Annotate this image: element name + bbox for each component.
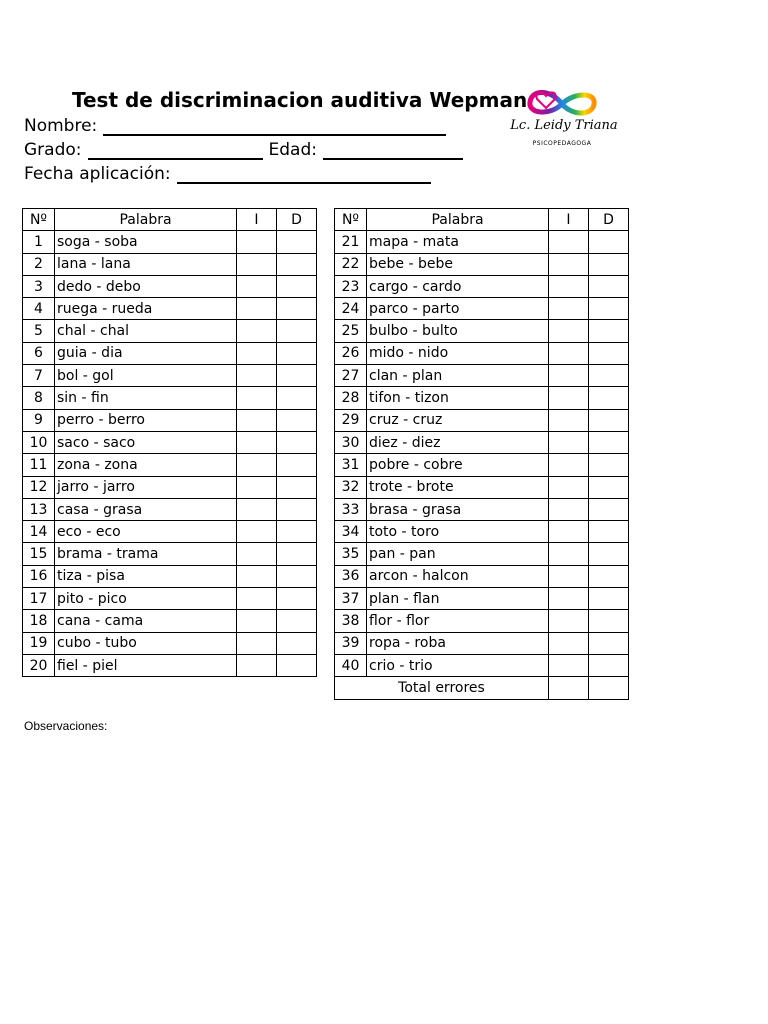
row-word-pair: bol - gol <box>55 365 237 387</box>
table-row <box>335 454 629 476</box>
row-i-cell[interactable] <box>549 342 589 364</box>
row-d-cell[interactable] <box>277 342 317 364</box>
words-table-right <box>334 208 629 700</box>
row-word-pair: flor - flor <box>367 610 549 632</box>
row-i-cell[interactable] <box>549 632 589 654</box>
nombre-label: Nombre: <box>24 116 98 136</box>
table-row <box>335 588 629 610</box>
row-number: 33 <box>335 498 367 520</box>
header-d: D <box>277 209 317 231</box>
row-number: 16 <box>23 565 55 587</box>
row-d-cell[interactable] <box>277 275 317 297</box>
row-i-cell[interactable] <box>549 387 589 409</box>
row-i-cell[interactable] <box>237 431 277 453</box>
header-i: I <box>549 209 589 231</box>
table-row <box>335 231 629 253</box>
row-number: 7 <box>23 365 55 387</box>
row-word-pair: cana - cama <box>55 610 237 632</box>
row-word-pair: plan - flan <box>367 588 549 610</box>
fecha-field[interactable] <box>177 165 431 184</box>
row-d-cell[interactable] <box>277 654 317 676</box>
table-row <box>23 610 317 632</box>
table-row <box>335 431 629 453</box>
row-number: 34 <box>335 521 367 543</box>
observaciones-label: Observaciones: <box>24 719 108 733</box>
row-number: 37 <box>335 588 367 610</box>
row-i-cell[interactable] <box>237 610 277 632</box>
logo-subtitle: PSICOPEDAGOGA <box>532 140 592 147</box>
row-d-cell[interactable] <box>277 231 317 253</box>
row-word-pair: diez - diez <box>367 431 549 453</box>
row-i-cell[interactable] <box>549 365 589 387</box>
total-i-cell[interactable] <box>549 677 589 699</box>
table-row <box>335 409 629 431</box>
row-d-cell[interactable] <box>277 543 317 565</box>
nombre-row <box>24 116 446 136</box>
table-row <box>23 454 317 476</box>
row-word-pair: brama - trama <box>55 543 237 565</box>
row-word-pair: mido - nido <box>367 342 549 364</box>
row-i-cell[interactable] <box>549 431 589 453</box>
row-number: 6 <box>23 342 55 364</box>
row-i-cell[interactable] <box>549 231 589 253</box>
row-word-pair: ropa - roba <box>367 632 549 654</box>
row-word-pair: lana - lana <box>55 253 237 275</box>
row-d-cell[interactable] <box>277 431 317 453</box>
row-d-cell[interactable] <box>589 365 629 387</box>
row-i-cell[interactable] <box>237 632 277 654</box>
row-number: 17 <box>23 588 55 610</box>
table-row <box>335 387 629 409</box>
table-row <box>23 253 317 275</box>
row-i-cell[interactable] <box>549 298 589 320</box>
row-word-pair: mapa - mata <box>367 231 549 253</box>
row-number: 29 <box>335 409 367 431</box>
row-d-cell[interactable] <box>277 298 317 320</box>
row-word-pair: cargo - cardo <box>367 275 549 297</box>
row-i-cell[interactable] <box>237 476 277 498</box>
row-d-cell[interactable] <box>589 387 629 409</box>
row-number: 2 <box>23 253 55 275</box>
row-word-pair: parco - parto <box>367 298 549 320</box>
row-word-pair: ruega - rueda <box>55 298 237 320</box>
row-d-cell[interactable] <box>589 632 629 654</box>
row-i-cell[interactable] <box>237 565 277 587</box>
row-d-cell[interactable] <box>589 409 629 431</box>
row-word-pair: perro - berro <box>55 409 237 431</box>
row-number: 12 <box>23 476 55 498</box>
row-i-cell[interactable] <box>549 409 589 431</box>
row-word-pair: tifon - tizon <box>367 387 549 409</box>
logo <box>506 84 618 150</box>
words-table-left <box>22 208 317 677</box>
table-row <box>23 565 317 587</box>
row-number: 21 <box>335 231 367 253</box>
table-row <box>23 342 317 364</box>
row-number: 18 <box>23 610 55 632</box>
row-i-cell[interactable] <box>549 654 589 676</box>
row-number: 11 <box>23 454 55 476</box>
table-row <box>335 275 629 297</box>
table-row <box>335 342 629 364</box>
row-d-cell[interactable] <box>589 610 629 632</box>
total-d-cell[interactable] <box>589 677 629 699</box>
row-number: 4 <box>23 298 55 320</box>
row-number: 28 <box>335 387 367 409</box>
table-row <box>23 588 317 610</box>
total-row <box>335 677 629 699</box>
row-i-cell[interactable] <box>549 275 589 297</box>
row-word-pair: pan - pan <box>367 543 549 565</box>
table-row <box>335 298 629 320</box>
row-number: 3 <box>23 275 55 297</box>
row-word-pair: bebe - bebe <box>367 253 549 275</box>
row-word-pair: eco - eco <box>55 521 237 543</box>
row-d-cell[interactable] <box>277 365 317 387</box>
row-word-pair: chal - chal <box>55 320 237 342</box>
table-row <box>23 275 317 297</box>
row-d-cell[interactable] <box>589 342 629 364</box>
row-d-cell[interactable] <box>277 498 317 520</box>
row-d-cell[interactable] <box>277 565 317 587</box>
table-row <box>23 298 317 320</box>
edad-label: Edad: <box>268 140 317 160</box>
row-i-cell[interactable] <box>549 253 589 275</box>
row-word-pair: brasa - grasa <box>367 498 549 520</box>
row-i-cell[interactable] <box>549 476 589 498</box>
row-d-cell[interactable] <box>589 543 629 565</box>
row-i-cell[interactable] <box>549 588 589 610</box>
row-word-pair: fiel - piel <box>55 654 237 676</box>
header-num: Nº <box>335 209 367 231</box>
row-i-cell[interactable] <box>237 498 277 520</box>
header-d: D <box>589 209 629 231</box>
row-word-pair: crio - trio <box>367 654 549 676</box>
grado-label: Grado: <box>24 140 82 160</box>
row-i-cell[interactable] <box>237 454 277 476</box>
row-word-pair: clan - plan <box>367 365 549 387</box>
row-word-pair: tiza - pisa <box>55 565 237 587</box>
row-i-cell[interactable] <box>237 387 277 409</box>
table-row <box>335 610 629 632</box>
row-number: 36 <box>335 565 367 587</box>
row-i-cell[interactable] <box>237 298 277 320</box>
total-errores-label: Total errores <box>335 677 549 699</box>
table-row <box>335 320 629 342</box>
row-number: 1 <box>23 231 55 253</box>
row-number: 25 <box>335 320 367 342</box>
table-row <box>335 476 629 498</box>
fecha-row <box>24 164 431 184</box>
table-row <box>335 654 629 676</box>
row-i-cell[interactable] <box>549 521 589 543</box>
table-row <box>23 498 317 520</box>
row-word-pair: sin - fin <box>55 387 237 409</box>
row-number: 38 <box>335 610 367 632</box>
table-row <box>335 565 629 587</box>
row-d-cell[interactable] <box>277 476 317 498</box>
row-word-pair: arcon - halcon <box>367 565 549 587</box>
row-word-pair: cruz - cruz <box>367 409 549 431</box>
row-word-pair: casa - grasa <box>55 498 237 520</box>
row-d-cell[interactable] <box>277 521 317 543</box>
row-word-pair: saco - saco <box>55 431 237 453</box>
row-i-cell[interactable] <box>237 588 277 610</box>
nombre-field[interactable] <box>103 117 446 136</box>
row-d-cell[interactable] <box>589 521 629 543</box>
row-i-cell[interactable] <box>237 409 277 431</box>
table-row <box>23 632 317 654</box>
row-word-pair: pobre - cobre <box>367 454 549 476</box>
row-d-cell[interactable] <box>589 320 629 342</box>
row-d-cell[interactable] <box>277 588 317 610</box>
row-number: 9 <box>23 409 55 431</box>
row-d-cell[interactable] <box>589 253 629 275</box>
logo-signature: Lc. Leidy Triana <box>510 118 618 133</box>
table-row <box>335 365 629 387</box>
row-d-cell[interactable] <box>589 588 629 610</box>
row-word-pair: guia - dia <box>55 342 237 364</box>
table-row <box>23 431 317 453</box>
row-d-cell[interactable] <box>277 610 317 632</box>
row-number: 5 <box>23 320 55 342</box>
edad-field[interactable] <box>323 141 463 160</box>
row-i-cell[interactable] <box>237 365 277 387</box>
row-i-cell[interactable] <box>549 610 589 632</box>
table-row <box>23 476 317 498</box>
row-word-pair: toto - toro <box>367 521 549 543</box>
table-header-row <box>335 209 629 231</box>
row-i-cell[interactable] <box>237 521 277 543</box>
row-i-cell[interactable] <box>237 275 277 297</box>
header-word: Palabra <box>55 209 237 231</box>
row-number: 35 <box>335 543 367 565</box>
row-number: 32 <box>335 476 367 498</box>
row-number: 24 <box>335 298 367 320</box>
row-number: 22 <box>335 253 367 275</box>
row-i-cell[interactable] <box>549 498 589 520</box>
row-i-cell[interactable] <box>237 253 277 275</box>
row-number: 30 <box>335 431 367 453</box>
row-d-cell[interactable] <box>277 454 317 476</box>
row-d-cell[interactable] <box>589 565 629 587</box>
row-i-cell[interactable] <box>237 342 277 364</box>
row-d-cell[interactable] <box>277 320 317 342</box>
row-word-pair: cubo - tubo <box>55 632 237 654</box>
grado-field[interactable] <box>88 141 263 160</box>
table-row <box>335 632 629 654</box>
row-number: 27 <box>335 365 367 387</box>
row-number: 13 <box>23 498 55 520</box>
row-d-cell[interactable] <box>589 275 629 297</box>
row-number: 23 <box>335 275 367 297</box>
table-row <box>335 498 629 520</box>
row-d-cell[interactable] <box>277 387 317 409</box>
row-i-cell[interactable] <box>549 543 589 565</box>
row-number: 31 <box>335 454 367 476</box>
grado-edad-row <box>24 140 463 160</box>
row-d-cell[interactable] <box>589 476 629 498</box>
row-i-cell[interactable] <box>549 320 589 342</box>
row-word-pair: zona - zona <box>55 454 237 476</box>
row-d-cell[interactable] <box>277 632 317 654</box>
fecha-label: Fecha aplicación: <box>24 164 171 184</box>
row-number: 40 <box>335 654 367 676</box>
row-i-cell[interactable] <box>237 654 277 676</box>
header-word: Palabra <box>367 209 549 231</box>
table-header-row <box>23 209 317 231</box>
table-row <box>23 320 317 342</box>
row-d-cell[interactable] <box>277 253 317 275</box>
row-i-cell[interactable] <box>237 543 277 565</box>
row-number: 8 <box>23 387 55 409</box>
row-number: 26 <box>335 342 367 364</box>
row-word-pair: jarro - jarro <box>55 476 237 498</box>
row-number: 39 <box>335 632 367 654</box>
row-d-cell[interactable] <box>589 654 629 676</box>
table-row <box>23 409 317 431</box>
table-row <box>335 521 629 543</box>
row-word-pair: soga - soba <box>55 231 237 253</box>
row-i-cell[interactable] <box>549 565 589 587</box>
table-row <box>23 543 317 565</box>
header-i: I <box>237 209 277 231</box>
table-row <box>23 387 317 409</box>
row-word-pair: pito - pico <box>55 588 237 610</box>
row-d-cell[interactable] <box>589 231 629 253</box>
row-d-cell[interactable] <box>589 298 629 320</box>
table-row <box>23 521 317 543</box>
header-num: Nº <box>23 209 55 231</box>
row-i-cell[interactable] <box>237 231 277 253</box>
page-title: Test de discriminacion auditiva Wepman <box>72 88 528 112</box>
row-number: 19 <box>23 632 55 654</box>
table-row <box>23 231 317 253</box>
row-word-pair: trote - brote <box>367 476 549 498</box>
row-i-cell[interactable] <box>237 320 277 342</box>
row-word-pair: dedo - debo <box>55 275 237 297</box>
row-i-cell[interactable] <box>549 454 589 476</box>
table-row <box>23 365 317 387</box>
row-d-cell[interactable] <box>589 498 629 520</box>
table-row <box>23 654 317 676</box>
row-number: 15 <box>23 543 55 565</box>
row-d-cell[interactable] <box>589 431 629 453</box>
table-row <box>335 543 629 565</box>
row-number: 20 <box>23 654 55 676</box>
table-row <box>335 253 629 275</box>
row-number: 10 <box>23 431 55 453</box>
row-d-cell[interactable] <box>589 454 629 476</box>
row-word-pair: bulbo - bulto <box>367 320 549 342</box>
row-d-cell[interactable] <box>277 409 317 431</box>
row-number: 14 <box>23 521 55 543</box>
